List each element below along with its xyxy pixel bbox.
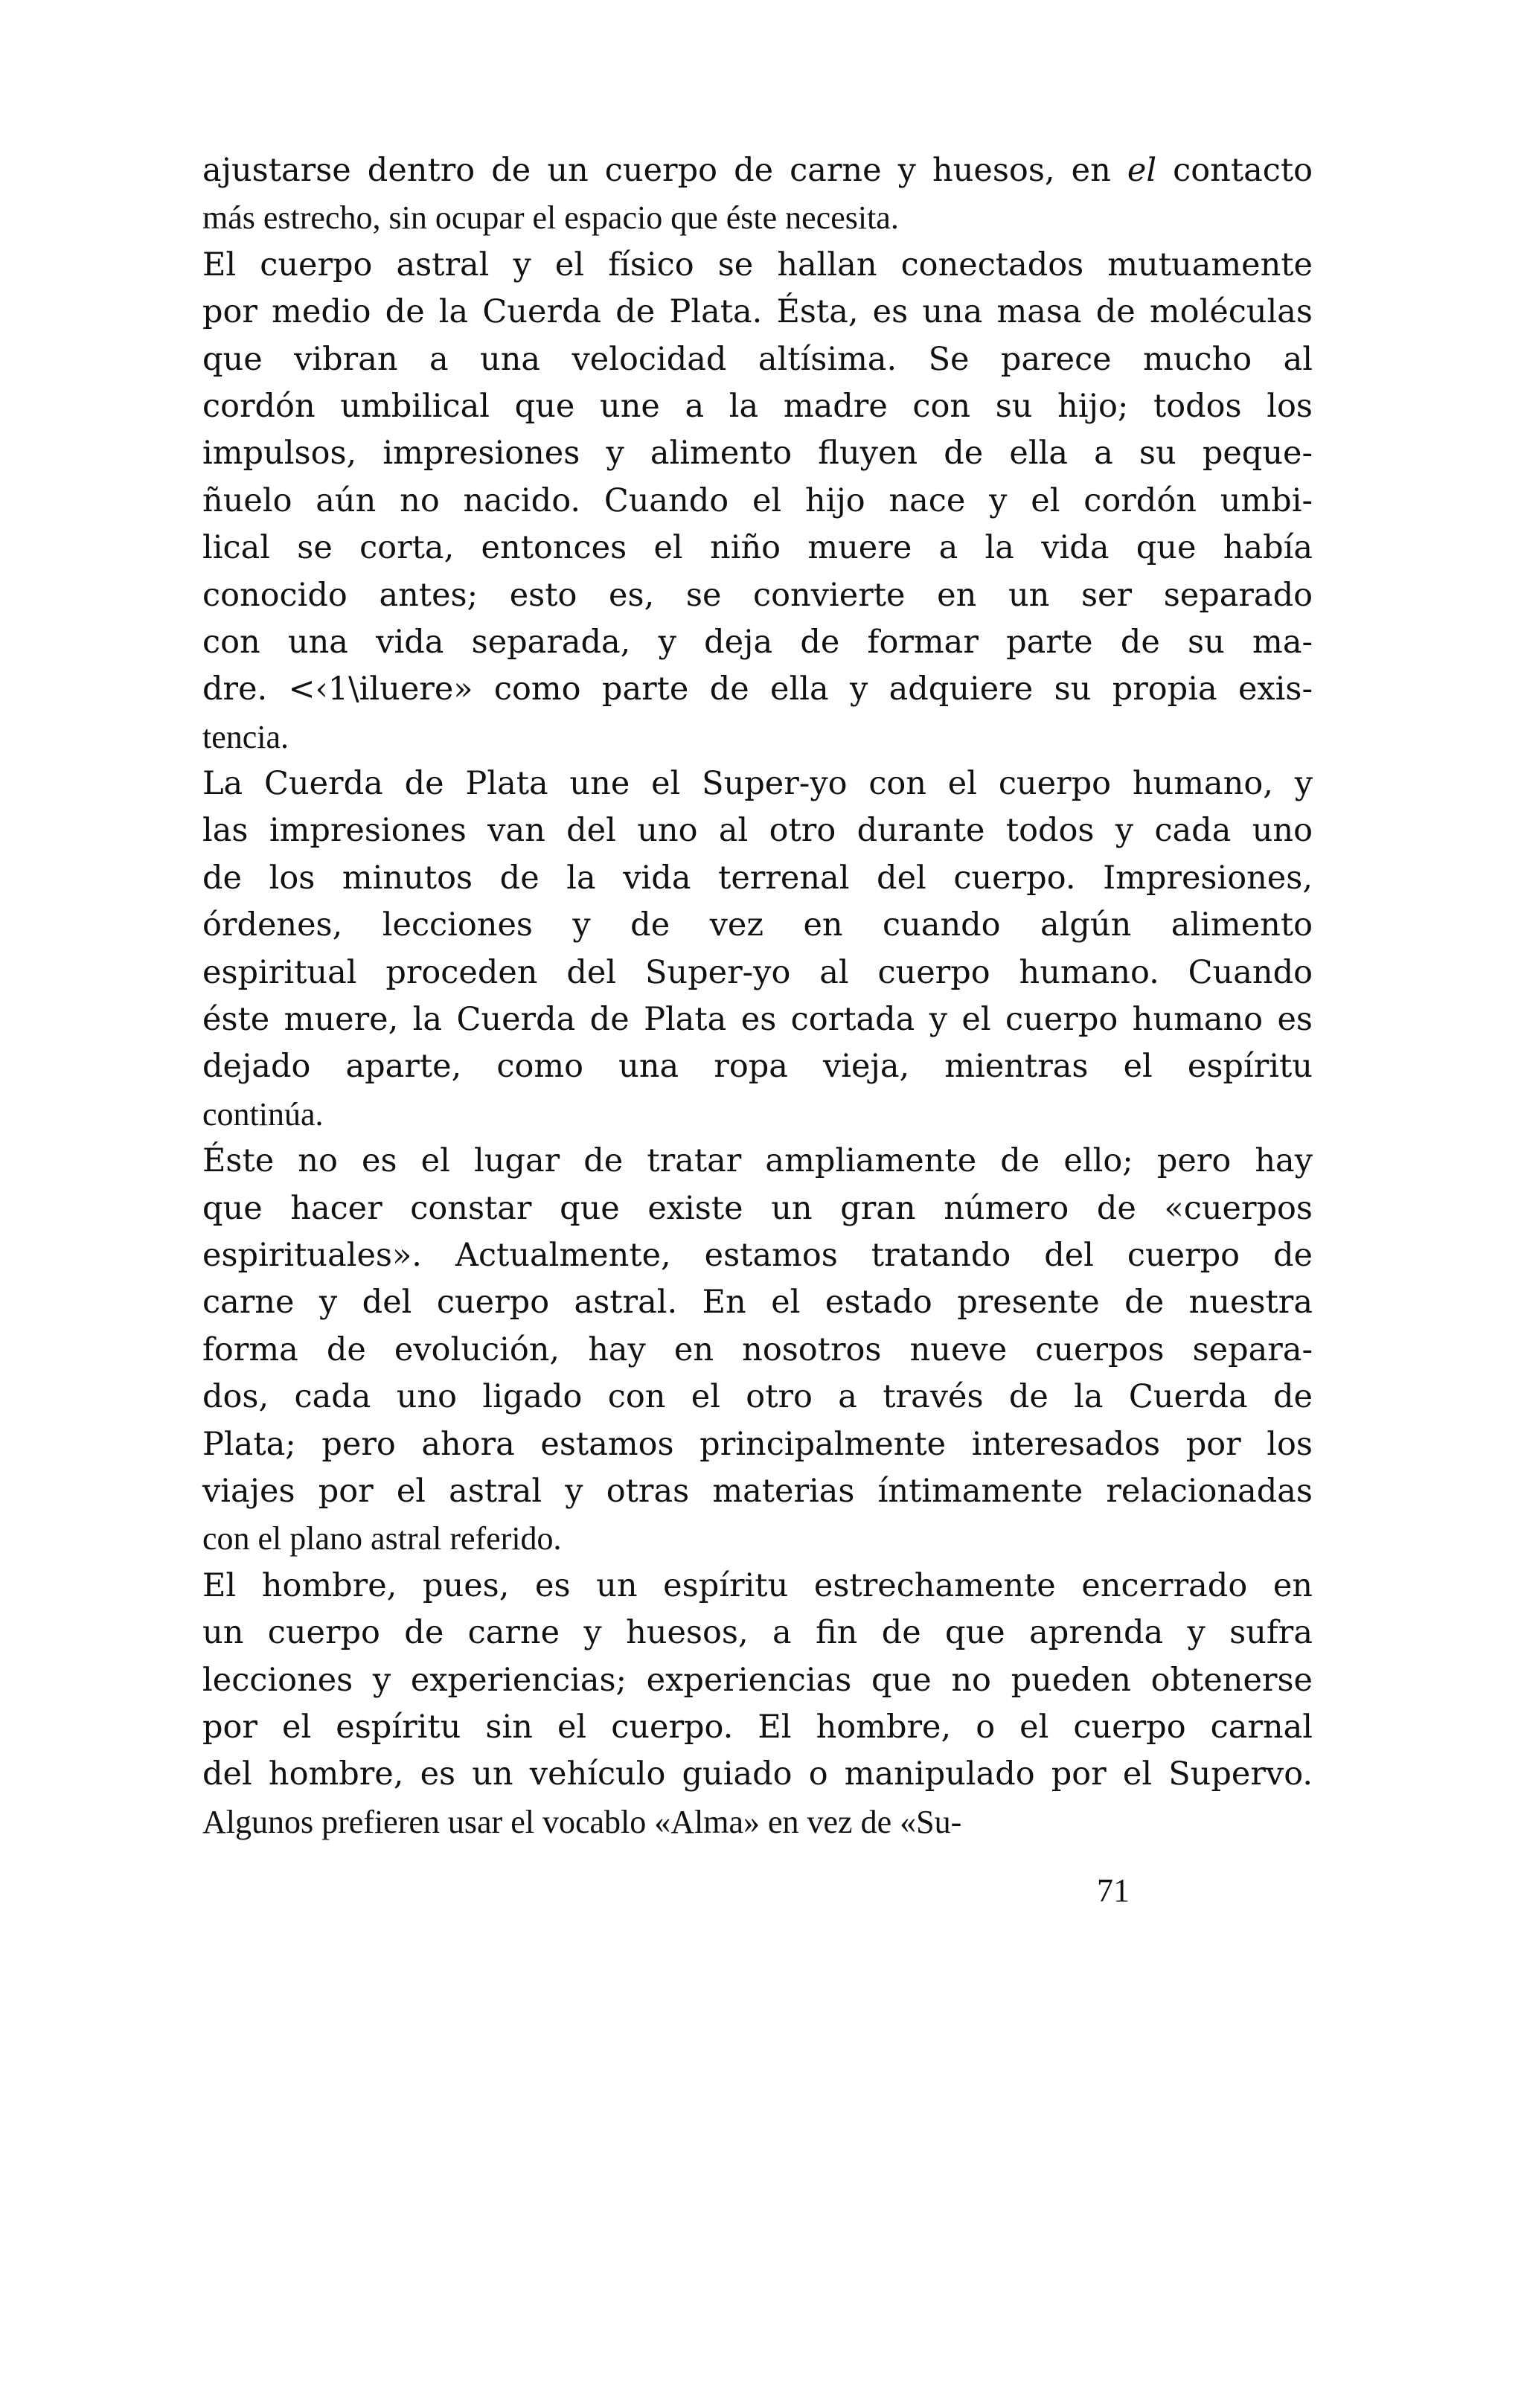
text-line: por medio de la Cuerda de Plata. Ésta, es una masa de moléculas xyxy=(202,293,1313,331)
text-run: ajustarse dentro de un cuerpo de carne y huesos, en xyxy=(202,152,1127,189)
text-line: del hombre, es un vehículo guiado o manipulado por el Supervo. xyxy=(202,1755,1313,1793)
text-run: contacto xyxy=(1156,152,1313,189)
page-number: 71 xyxy=(1097,1872,1130,1909)
text-line: lical se corta, entonces el niño muere a la vida que había xyxy=(202,529,1313,567)
text-line: que hacer constar que existe un gran número de «cuerpos xyxy=(202,1189,1313,1227)
text-line: viajes por el astral y otras materias íntimamente relacionadas xyxy=(202,1472,1313,1510)
text-line: que vibran a una velocidad altísima. Se parece mucho al xyxy=(202,340,1313,378)
text-line: por el espíritu sin el cuerpo. El hombre, o el cuerpo carnal xyxy=(202,1708,1313,1746)
text-line: cordón umbilical que une a la madre con su hijo; todos los xyxy=(202,387,1313,425)
text-line: más estrecho, sin ocupar el espacio que éste necesita. xyxy=(202,199,899,237)
text-line: forma de evolución, hay en nosotros nueve cuerpos separa- xyxy=(202,1331,1313,1368)
text-line: carne y del cuerpo astral. En el estado presente de nuestra xyxy=(202,1284,1313,1322)
text-line: con una vida separada, y deja de formar parte de su ma- xyxy=(202,623,1313,661)
text-line: de los minutos de la vida terrenal del cuerpo. Impresiones, xyxy=(202,859,1313,897)
body-text xyxy=(202,147,1313,1845)
text-line: ñuelo aún no nacido. Cuando el hijo nace y el cordón umbi- xyxy=(202,481,1313,519)
text-line: éste muere, la Cuerda de Plata es cortada y el cuerpo humano es xyxy=(202,1001,1313,1039)
text-line: dejado aparte, como una ropa vieja, mientras el espíritu xyxy=(202,1048,1313,1086)
text-line: las impresiones van del uno al otro durante todos y cada uno xyxy=(202,812,1313,850)
text-line: conocido antes; esto es, se convierte en un ser separado xyxy=(202,576,1313,614)
text-line: Plata; pero ahora estamos principalmente interesados por los xyxy=(202,1425,1313,1463)
text-line: un cuerpo de carne y huesos, a fin de que aprenda y sufra xyxy=(202,1614,1313,1652)
text-line: impulsos, impresiones y alimento fluyen de ella a su peque- xyxy=(202,435,1313,473)
text-line: con el plano astral referido. xyxy=(202,1520,562,1557)
text-line: La Cuerda de Plata une el Super-yo con el cuerpo humano, y xyxy=(202,765,1313,803)
text-line: órdenes, lecciones y de vez en cuando algún alimento xyxy=(202,906,1313,944)
text-line: El hombre, pues, es un espíritu estrechamente encerrado en xyxy=(202,1566,1313,1604)
text-line: continúa. xyxy=(202,1095,324,1133)
text-line: espiritual proceden del Super-yo al cuerpo humano. Cuando xyxy=(202,953,1313,991)
text-line: dos, cada uno ligado con el otro a través de la Cuerda de xyxy=(202,1378,1313,1416)
text-line: El cuerpo astral y el físico se hallan conectados mutuamente xyxy=(202,246,1313,284)
text-line: tencia. xyxy=(202,718,289,755)
text-line: lecciones y experiencias; experiencias que no pueden obtenerse xyxy=(202,1661,1313,1699)
text-line: Éste no es el lugar de tratar ampliamente de ello; pero hay xyxy=(202,1142,1313,1180)
text-line: dre. <‹1\iluere» como parte de ella y adquiere su propia exis- xyxy=(202,670,1313,708)
text-line: espirituales». Actualmente, estamos tratando del cuerpo de xyxy=(202,1236,1313,1274)
text-line: Algunos prefieren usar el vocablo «Alma» en vez de «Su- xyxy=(202,1803,962,1840)
italic-word: el xyxy=(1127,152,1157,189)
text-line xyxy=(202,147,1313,194)
